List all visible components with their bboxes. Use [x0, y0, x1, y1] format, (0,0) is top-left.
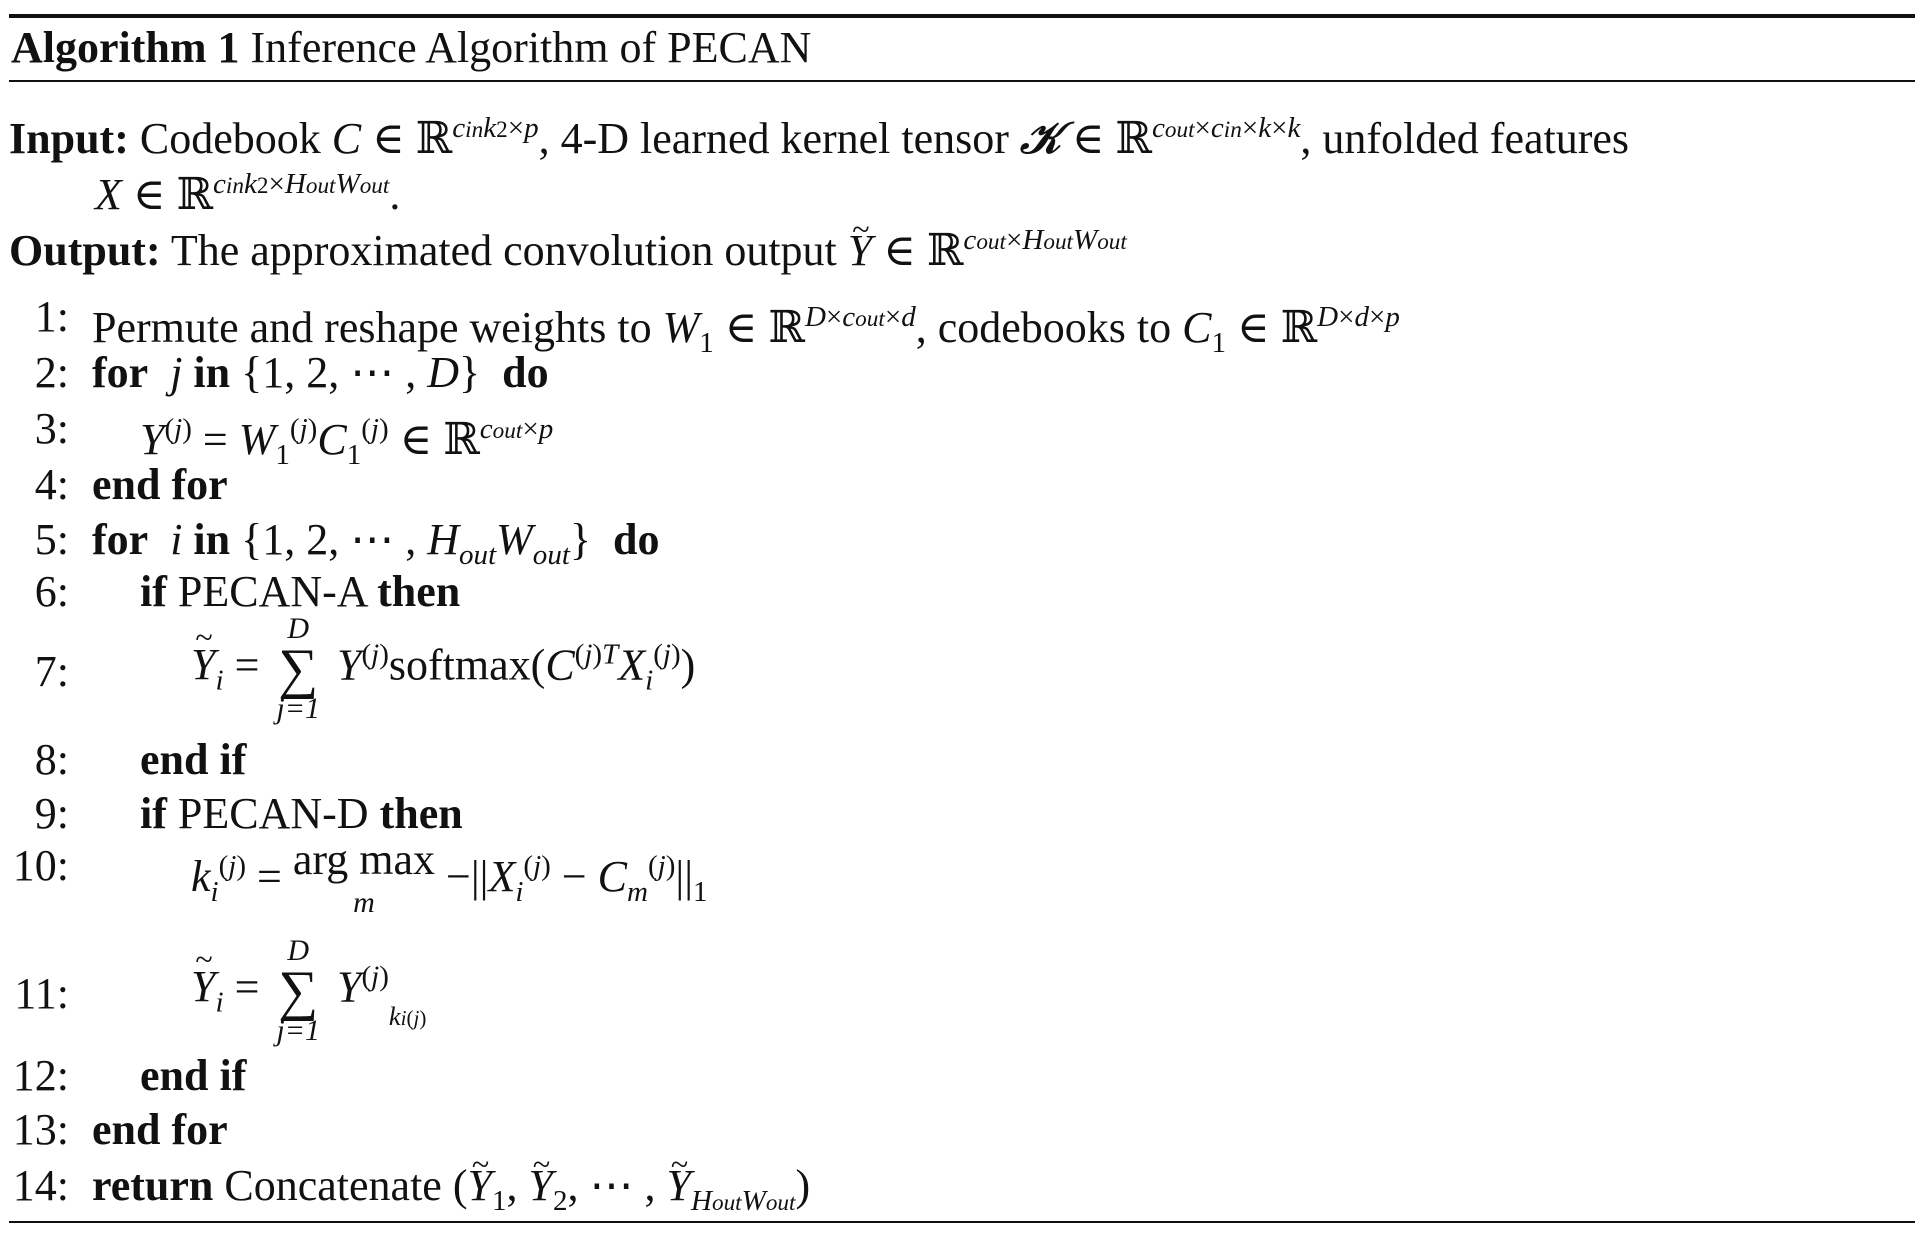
keyword-in: in — [193, 515, 231, 564]
step-number: 14: — [12, 1161, 69, 1210]
keyword-if: if — [140, 789, 167, 838]
step-3: $Y^{(j)} = W_1^{(j)}C_1^{(j)}$ ∈ ℝ$^{cout\times p}$ — [140, 413, 554, 472]
keyword-for: for — [92, 348, 149, 397]
bottom-rule — [9, 1221, 1915, 1223]
step-14: return Concatenate (~ $Y_1$, ~ $Y_2$, ⋯ , ~ $Y_{HoutWout}$) — [92, 1158, 810, 1231]
output-text: The approximated convolution output — [170, 225, 837, 275]
step-number: 8: — [34, 735, 69, 784]
output-label: Output: — [9, 225, 161, 275]
step-9 — [140, 786, 463, 842]
step-1-text-b: , codebooks to — [915, 302, 1172, 352]
algorithm-name: Inference Algorithm of PECAN — [250, 23, 812, 72]
keyword-do: do — [613, 515, 660, 564]
step-13: end for — [92, 1105, 228, 1154]
step-5: for i in {1, 2, ⋯ , $H_{out}W_{out}$} do — [92, 515, 660, 572]
concatenate-label: Concatenate — [224, 1161, 442, 1210]
top-rule — [9, 14, 1915, 18]
title-rule — [9, 80, 1915, 82]
step-number: 10: — [12, 841, 69, 890]
algorithm-title — [11, 20, 811, 76]
step-2: for j in {1, 2, ⋯ , D} do — [92, 348, 549, 397]
keyword-for: for — [92, 515, 149, 564]
max-label: max — [359, 835, 436, 884]
step-1: Permute and reshape weights to $W_1$ ∈ ℝ$^{D\times cout\times d}$, codebooks to $C_1$ ∈ ℝ$^{D\times d\times p}$ — [92, 301, 1400, 360]
step-number: 7: — [34, 647, 69, 696]
algorithm-label: Algorithm 1 — [11, 23, 240, 72]
input-line: Input: Codebook C ∈ ℝ$^{cink2\times p}$, 4-D learned kernel tensor 𝒦 ∈ ℝ$^{cout\times cin\times k\times k}$, unfolded features — [9, 112, 1630, 163]
step-number: 9: — [34, 789, 69, 838]
step-number: 12: — [12, 1051, 69, 1100]
step-4: end for — [92, 460, 228, 509]
softmax-label: softmax — [388, 640, 531, 690]
keyword-then: then — [379, 789, 463, 838]
step-number: 11: — [14, 969, 69, 1018]
pecan-d-label: PECAN-D — [177, 789, 369, 838]
algorithm-block — [9, 0, 1921, 1240]
step-number: 3: — [34, 404, 69, 453]
step-10: $k_i^{(j)}$ = arg max m $-||X_i^{(j)} - C_m^{(j)}||_1$ — [191, 835, 708, 919]
step-number: 5: — [34, 515, 69, 564]
step-number: 4: — [34, 460, 69, 509]
output-line: Output: The approximated convolution output ~ Y ∈ ℝ$^{cout\times HoutWout}$ — [9, 212, 1127, 279]
keyword-in: in — [193, 348, 231, 397]
arg-label: arg — [292, 835, 349, 884]
step-8: end if — [140, 735, 247, 784]
pecan-a-label: PECAN-A — [177, 567, 367, 616]
step-12: end if — [140, 1051, 247, 1100]
keyword-do: do — [502, 348, 549, 397]
step-number: 2: — [34, 348, 69, 397]
input-codebook: Codebook — [139, 113, 321, 163]
step-number: 13: — [12, 1105, 69, 1154]
step-number: 1: — [34, 292, 69, 341]
step-11: ~ $Y_i$ = D ∑ j=1 $Y^{(j)}_{ki(j)}$ — [191, 936, 426, 1046]
input-line-continued: X ∈ ℝ$^{cink2\times HoutWout}$. — [95, 168, 401, 219]
keyword-then: then — [377, 567, 461, 616]
keyword-if: if — [140, 567, 167, 616]
step-7: ~ $Y_i$ = D ∑ j=1 $Y^{(j)}softmax(C^{(j)T}X_i^{(j)})$ — [191, 614, 695, 724]
step-number: 6: — [34, 567, 69, 616]
keyword-return: return — [92, 1161, 214, 1210]
step-1-text-a: Permute and reshape weights to — [92, 302, 652, 352]
input-unfolded-text: , unfolded features — [1300, 113, 1630, 163]
input-kernel-text: , 4-D learned kernel tensor — [538, 113, 1009, 163]
input-label: Input: — [9, 113, 129, 163]
